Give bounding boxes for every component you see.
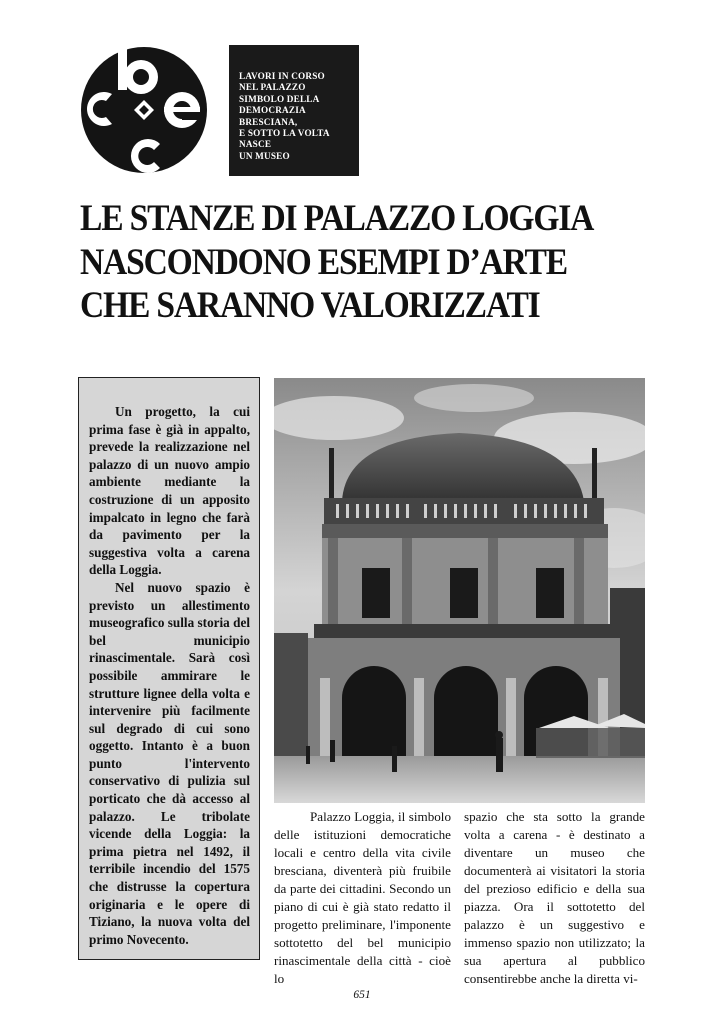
body-column-2 xyxy=(464,808,645,988)
body-paragraph: Palazzo Loggia, il simbolo delle istituzioni democratiche locali e centro della vita civile bresciana, diventerà più fruibile da parte dei cittadini. Secondo un piano di cui è già stato redatto il progetto preliminare, l'imponente sottotetto del bel municipio rinascimentale della città - cioè lo xyxy=(274,809,451,986)
logo-icon xyxy=(78,44,210,176)
header-line: BRESCIANA, xyxy=(239,116,298,127)
body-column-1 xyxy=(274,808,451,988)
sidebar-box xyxy=(78,377,260,960)
headline-line: CHE SARANNO VALORIZZATI xyxy=(80,284,540,325)
header-line: NASCE xyxy=(239,139,272,150)
building-icon xyxy=(274,378,645,803)
body-paragraph: spazio che sta sotto la grande volta a carena - è destinato a diventare un museo che documenterà ai visitatori la storia del prezioso edificio e della sua piazza. Ora il sottotetto del palazzo è un suggestivo e immenso spazio non utilizzato; la sua apertura al pubblico consentirebbe anche la diretta vi- xyxy=(464,809,645,986)
bcec-logo xyxy=(78,44,210,176)
page-number: 651 xyxy=(353,989,371,1001)
headline-line: NASCONDONO ESEMPI D’ARTE xyxy=(80,240,567,282)
header-line: UN MUSEO xyxy=(239,150,290,161)
header-line: SIMBOLO DELLA xyxy=(239,93,320,104)
headline xyxy=(80,196,632,327)
header-line: DEMOCRAZIA xyxy=(239,105,306,116)
header-line: E SOTTO LA VOLTA xyxy=(239,128,330,139)
header-box xyxy=(229,45,359,176)
sidebar-paragraph: Nel nuovo spazio è previsto un allestimento museografico sulla storia del bel municipio rinascimentale. Sarà così possibile ammirare le strutture lignee della volta e intervenire più facilmente sul degrado di cui sono oggetto. Intanto è a buon punto l'intervento conservativo di pulizia sul porticato che dà accesso al palazzo. Le tribolate vicende della Loggia: la prima pietra nel 1492, il terribile incendio del 1575 che distrusse la copertura originaria e le opere di Tiziano, la nuova volta del primo Novecento. xyxy=(89,579,250,947)
palazzo-loggia-photo xyxy=(274,378,645,803)
headline-line: LE STANZE DI PALAZZO LOGGIA xyxy=(80,197,594,238)
header-line: NEL PALAZZO xyxy=(239,82,306,93)
sidebar-paragraph: Un progetto, la cui prima fase è già in appalto, prevede la realizzazione nel palazzo di un nuovo ampio ambiente mediante la costruzione di un apposito impalcato in legno che farà da pavimento per la suggestiva volta a carena della Loggia. xyxy=(89,404,250,578)
header-line: LAVORI IN CORSO xyxy=(239,71,325,81)
